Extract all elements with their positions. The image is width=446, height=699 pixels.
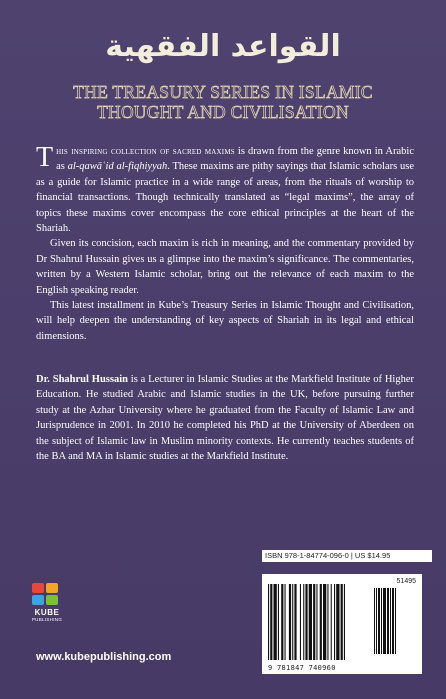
barcode-digits: 9 781847 740960 bbox=[268, 664, 336, 672]
blurb-paragraph-3: This latest installment in Kube’s Treasury Series in Islamic Thought and Civilisation, will help deepen the understanding of key aspects of Shariah in its legal and ethical dimensions. bbox=[36, 300, 414, 342]
arabic-title: القواعد الفقهية bbox=[105, 29, 341, 64]
barcode-price-code: 51495 bbox=[396, 578, 416, 585]
publisher-website[interactable]: www.kubepublishing.com bbox=[36, 651, 172, 663]
blurb-text-a: is drawn from the genre known in Arabic as bbox=[56, 146, 414, 173]
barcode bbox=[262, 574, 422, 674]
logo-name: KUBE bbox=[34, 608, 60, 617]
blurb-paragraph-1 bbox=[36, 144, 414, 236]
arabic-term: al-qawāʿid al-fiqhiyyah bbox=[67, 161, 168, 173]
series-title: THE TREASURY SERIES IN ISLAMIC THOUGHT AND CIVILISATION bbox=[73, 82, 373, 122]
publisher-logo bbox=[30, 583, 64, 629]
blurb-paragraph-2: Given its concision, each maxim is rich in meaning, and the commentary provided by Dr Shahrul Hussain gives us a glimpse into the maxim’s significance. The commentaries, written by a Western Islamic scholar, bring out the relevance of each maxim to the English speaking reader. bbox=[36, 238, 414, 296]
drop-cap: T bbox=[36, 142, 54, 173]
barcode-bars bbox=[262, 574, 422, 674]
book-blurb bbox=[36, 144, 414, 344]
blurb-text-b: . These maxims are pithy sayings that Islamic scholars use as a guide for Islamic practice in a wide range of areas, from the rituals of worship to financial transactions. Though technically translated as “legal maxims”, the array of topics these maxims cover encompass the core ethical principles at the heart of the Shariah. bbox=[36, 161, 414, 235]
author-paragraph bbox=[36, 372, 414, 464]
isbn-label: ISBN 978-1-84774-096-0 | US $14.95 bbox=[262, 550, 432, 562]
author-bio bbox=[36, 372, 414, 464]
author-name: Dr. Shahrul Hussain bbox=[36, 374, 128, 385]
kube-logo-icon bbox=[32, 583, 62, 605]
author-bio-text: is a Lecturer in Islamic Studies at the Markfield Institute of Higher Education. He studied Arabic and Islamic studies in the UK, before pursuing further study at the Azhar University where he graduated from the Faculty of Islamic Law and Jurisprudence in 2001. In 2010 he completed his PhD at the University of Aberdeen on the subject of Islamic law in Muslim minority contexts. He currently teaches students of the BA and MA in Islamic studies at the Markfield Institute. bbox=[36, 374, 414, 463]
blurb-lead: his inspiring collection of sacred maxims bbox=[56, 146, 235, 157]
logo-subtitle: PUBLISHING bbox=[31, 617, 63, 622]
